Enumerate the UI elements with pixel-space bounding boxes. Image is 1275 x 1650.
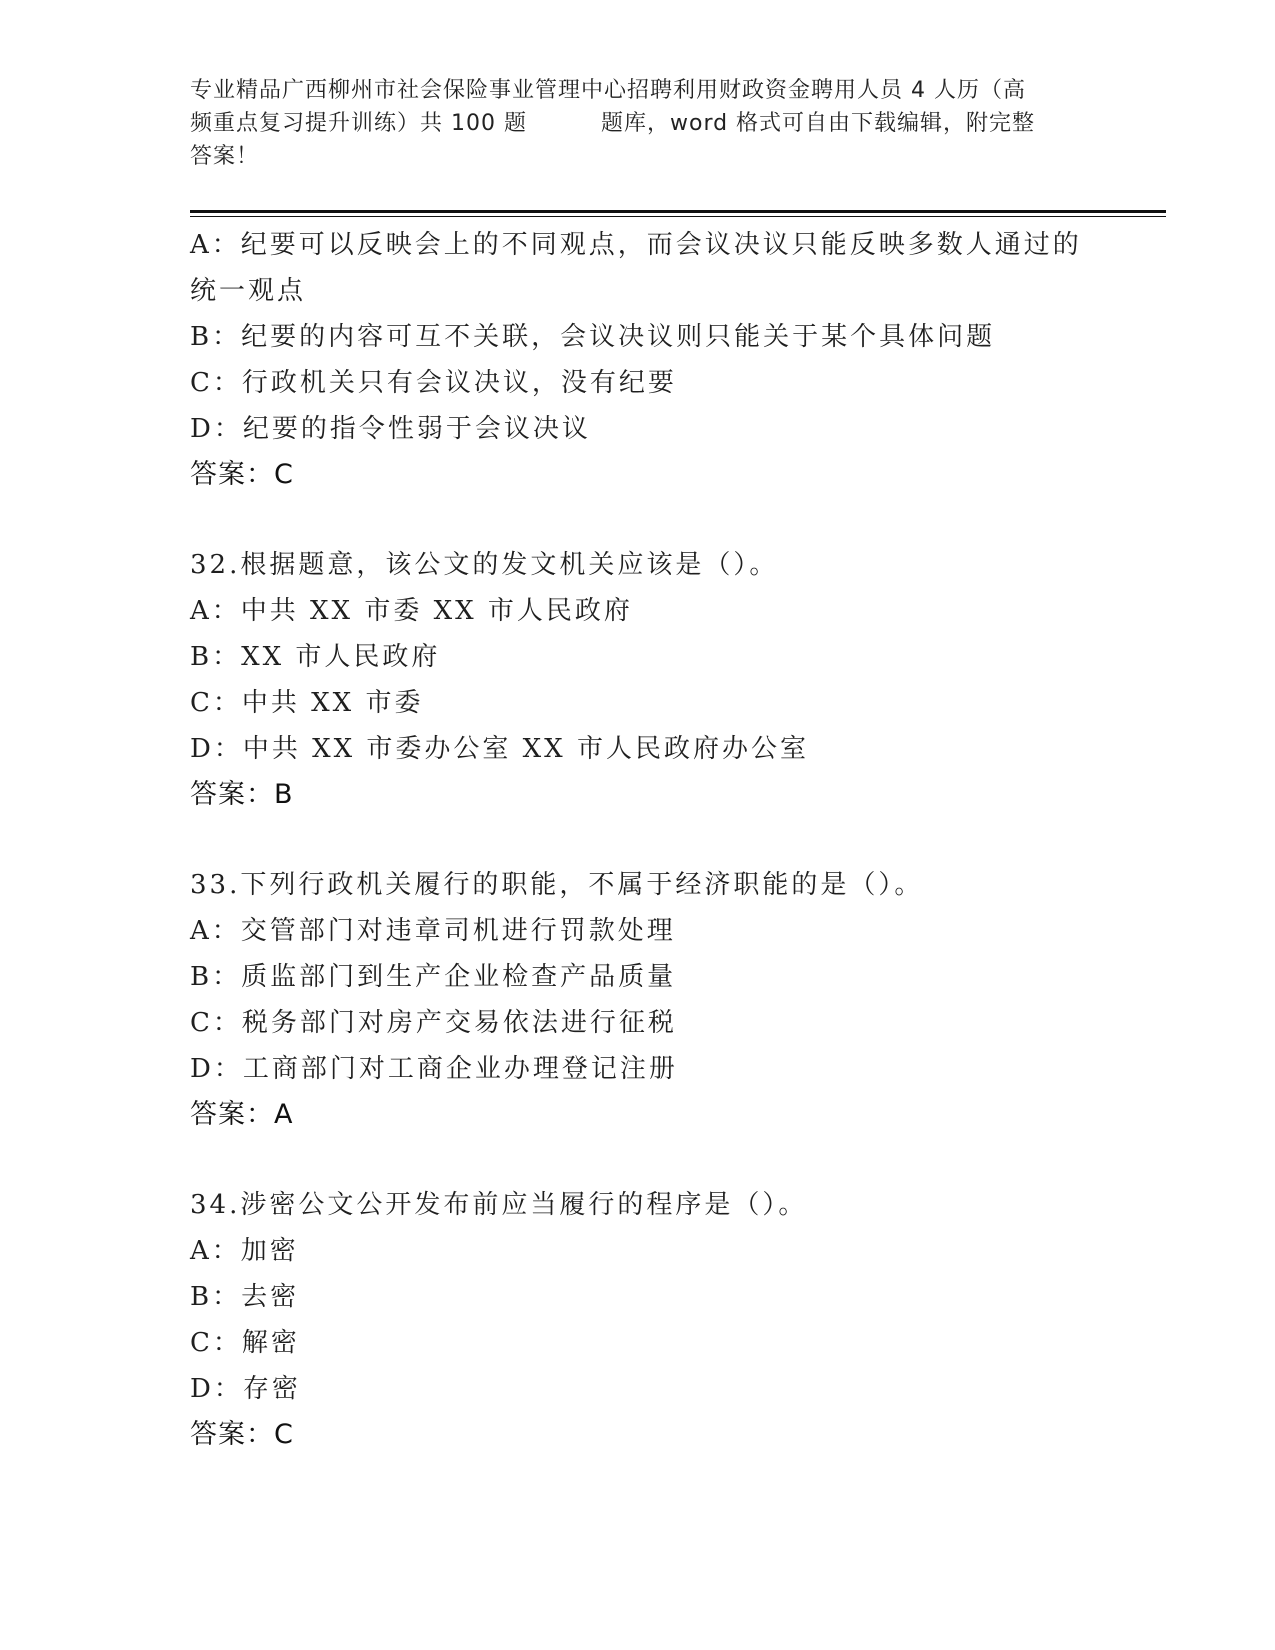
option-d: D：纪要的指令性弱于会议决议 (190, 414, 591, 444)
answer-label: 答案：A (190, 1099, 294, 1130)
option-c: C：中共 XX 市委 (190, 688, 424, 718)
question-31 (190, 222, 1170, 498)
option-d: D：中共 XX 市委办公室 XX 市人民政府办公室 (190, 734, 809, 764)
option-b: B：XX 市人民政府 (190, 642, 441, 672)
option-a: A：交管部门对违章司机进行罚款处理 (190, 916, 676, 946)
header-line-3: 答案！ (190, 144, 260, 169)
answer-label: 答案：C (190, 1419, 294, 1450)
header-divider-thick (190, 210, 1166, 213)
option-c: C：税务部门对房产交易依法进行征税 (190, 1008, 677, 1038)
option-a: A：中共 XX 市委 XX 市人民政府 (190, 596, 633, 626)
question-stem: 32.根据题意，该公文的发文机关应该是（）。 (190, 550, 779, 580)
question-33 (190, 862, 1170, 1138)
question-stem: 34.涉密公文公开发布前应当履行的程序是（）。 (190, 1190, 808, 1220)
question-32 (190, 542, 1170, 818)
option-d: D：工商部门对工商企业办理登记注册 (190, 1054, 678, 1084)
option-a: A：加密 (190, 1236, 299, 1266)
option-c: C：行政机关只有会议决议，没有纪要 (190, 368, 677, 398)
header-line-2-right: 题库，word 格式可自由下载编辑，附完整 (600, 111, 1036, 136)
answer-label: 答案：C (190, 459, 294, 490)
header-line-2-left: 频重点复习提升训练）共 100 题 (190, 111, 527, 136)
answer-label: 答案：B (190, 779, 294, 810)
question-list (190, 222, 1170, 1458)
option-a-line-2: 统一观点 (190, 276, 307, 306)
header-line-1: 专业精品广西柳州市社会保险事业管理中心招聘利用财政资金聘用人员 4 人历（高 (190, 78, 1026, 103)
question-stem: 33.下列行政机关履行的职能，不属于经济职能的是（）。 (190, 870, 924, 900)
document-header (190, 74, 1090, 173)
option-a-line-1: A：纪要可以反映会上的不同观点，而会议决议只能反映多数人通过的 (190, 230, 1082, 260)
option-d: D：存密 (190, 1374, 301, 1404)
option-b: B：纪要的内容可互不关联，会议决议则只能关于某个具体问题 (190, 322, 996, 352)
option-b: B：质监部门到生产企业检查产品质量 (190, 962, 677, 992)
question-34 (190, 1182, 1170, 1458)
option-c: C：解密 (190, 1328, 300, 1358)
header-line-2 (190, 107, 1090, 140)
option-b: B：去密 (190, 1282, 300, 1312)
header-divider-thin (190, 216, 1166, 217)
